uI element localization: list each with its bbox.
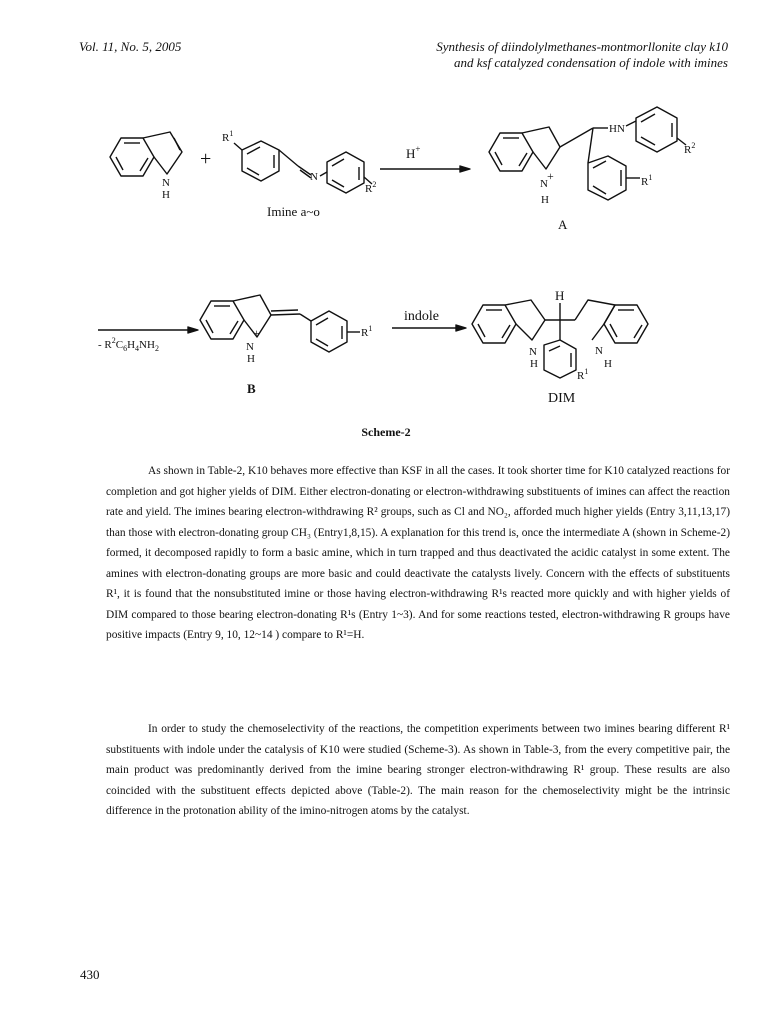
intermediate-a-r2-label: $R^2$ (684, 141, 696, 156)
dim-n-left-label: N (529, 346, 537, 358)
dim-h-left-label: H (530, 358, 538, 370)
label-b: B (247, 381, 256, 396)
intermediate-a-hn-label: HN (609, 123, 625, 135)
imine-r1-label: $R^1$ (222, 129, 234, 144)
intermediate-a-n-label: N (540, 178, 548, 190)
intermediate-b-n-label: N (246, 341, 254, 353)
intermediate-a-structure (489, 107, 686, 200)
scheme-caption: Scheme-2 (361, 425, 411, 439)
running-header-title-line1: Synthesis of diindolylmethanes-montmorllonite clay k10 (436, 39, 728, 54)
body-paragraph-2: In order to study the chemoselectivity of the reactions, the competition experiments between two imines bearing different R¹ substituents with indole under the catalysis of K10 were studied (Scheme-3). As shown in Table-3, from the every competitive pair, the main product was predominantly derived from the imine bearing stronger electron-withdrawing R¹ group. These results are also coincided with the substituent effects depicted above (Table-2). The main reason for the chemoselectivity might be the intrinsic difference in the protonation ability of the imino-nitrogen atoms by the catalyst. (106, 723, 730, 817)
intermediate-a-r1-label: $R^1$ (641, 173, 653, 188)
indole-n-label: N (162, 177, 170, 189)
dim-r1-label: $R^1$ (577, 367, 589, 382)
running-header-title-line2: and ksf catalyzed condensation of indole with imines (453, 55, 728, 70)
intermediate-b-structure (200, 295, 360, 352)
dim-structure (472, 300, 648, 378)
intermediate-b-r1-label: $R^1$ (361, 324, 373, 339)
imine-n-label: N (310, 171, 318, 183)
indole-h-label: H (162, 189, 170, 201)
imine-r2-label: $R^2$ (365, 180, 377, 195)
page-number: 430 (80, 967, 100, 982)
imine-caption: Imine a~o (267, 204, 320, 219)
indole-reagent-label: indole (404, 309, 439, 324)
dim-h-right-label: H (604, 358, 612, 370)
intermediate-b-h-label: H (247, 353, 255, 365)
intermediate-a-h-label: H (541, 194, 549, 206)
running-header-volume: Vol. 11, No. 5, 2005 (79, 39, 182, 54)
reaction-scheme (0, 0, 772, 420)
intermediate-a-charge: + (547, 169, 554, 183)
dim-n-right-label: N (595, 345, 603, 357)
body-paragraph-1: As shown in Table-2, K10 behaves more effective than KSF in all the cases. It took shorter time for K10 catalyzed reactions for completion and got higher yields of DIM. Either electron-donating or electron-withdrawing substituents of imines can affect the reaction rate and yield. The imines bearing electron-withdrawing R² groups, such as Cl and NO₂, afforded much higher yields (Entry 3,11,13,17) than those with electron-donating group CH₃ (Entry1,8,15). A explanation for this trend is, once the intermediate A (shown in Scheme-2) formed, it decomposed rapidly to form a basic amine, which in turn trapped and thus deactivated the acidic catalyst in some extent. The amines with electron-donating groups are more basic and could deactivate the catalysts lively. Concern with the effects of substituents R¹, it is found that the nonsubstituted imine or those having electron-withdrawing R¹s reacted more quickly and with higher yields of DIM compared to those bearing electron-donating R¹s (Entry 1~3). And for some reactions tested, electron-withdrawing R groups have positive impacts (Entry 9, 10, 12~14 ) compare to R¹=H. (106, 465, 730, 641)
label-dim: DIM (548, 391, 576, 406)
intermediate-b-charge: + (253, 326, 260, 340)
dim-methine-h-label: H (555, 288, 565, 303)
amine-loss-label: - $R^2C_6H_4NH_2$ (98, 336, 159, 353)
indole-structure (110, 132, 182, 176)
acid-catalyst-label: H+ (406, 144, 421, 161)
plus-sign: + (200, 148, 212, 170)
label-a: A (558, 217, 568, 232)
imine-structure (234, 141, 372, 193)
